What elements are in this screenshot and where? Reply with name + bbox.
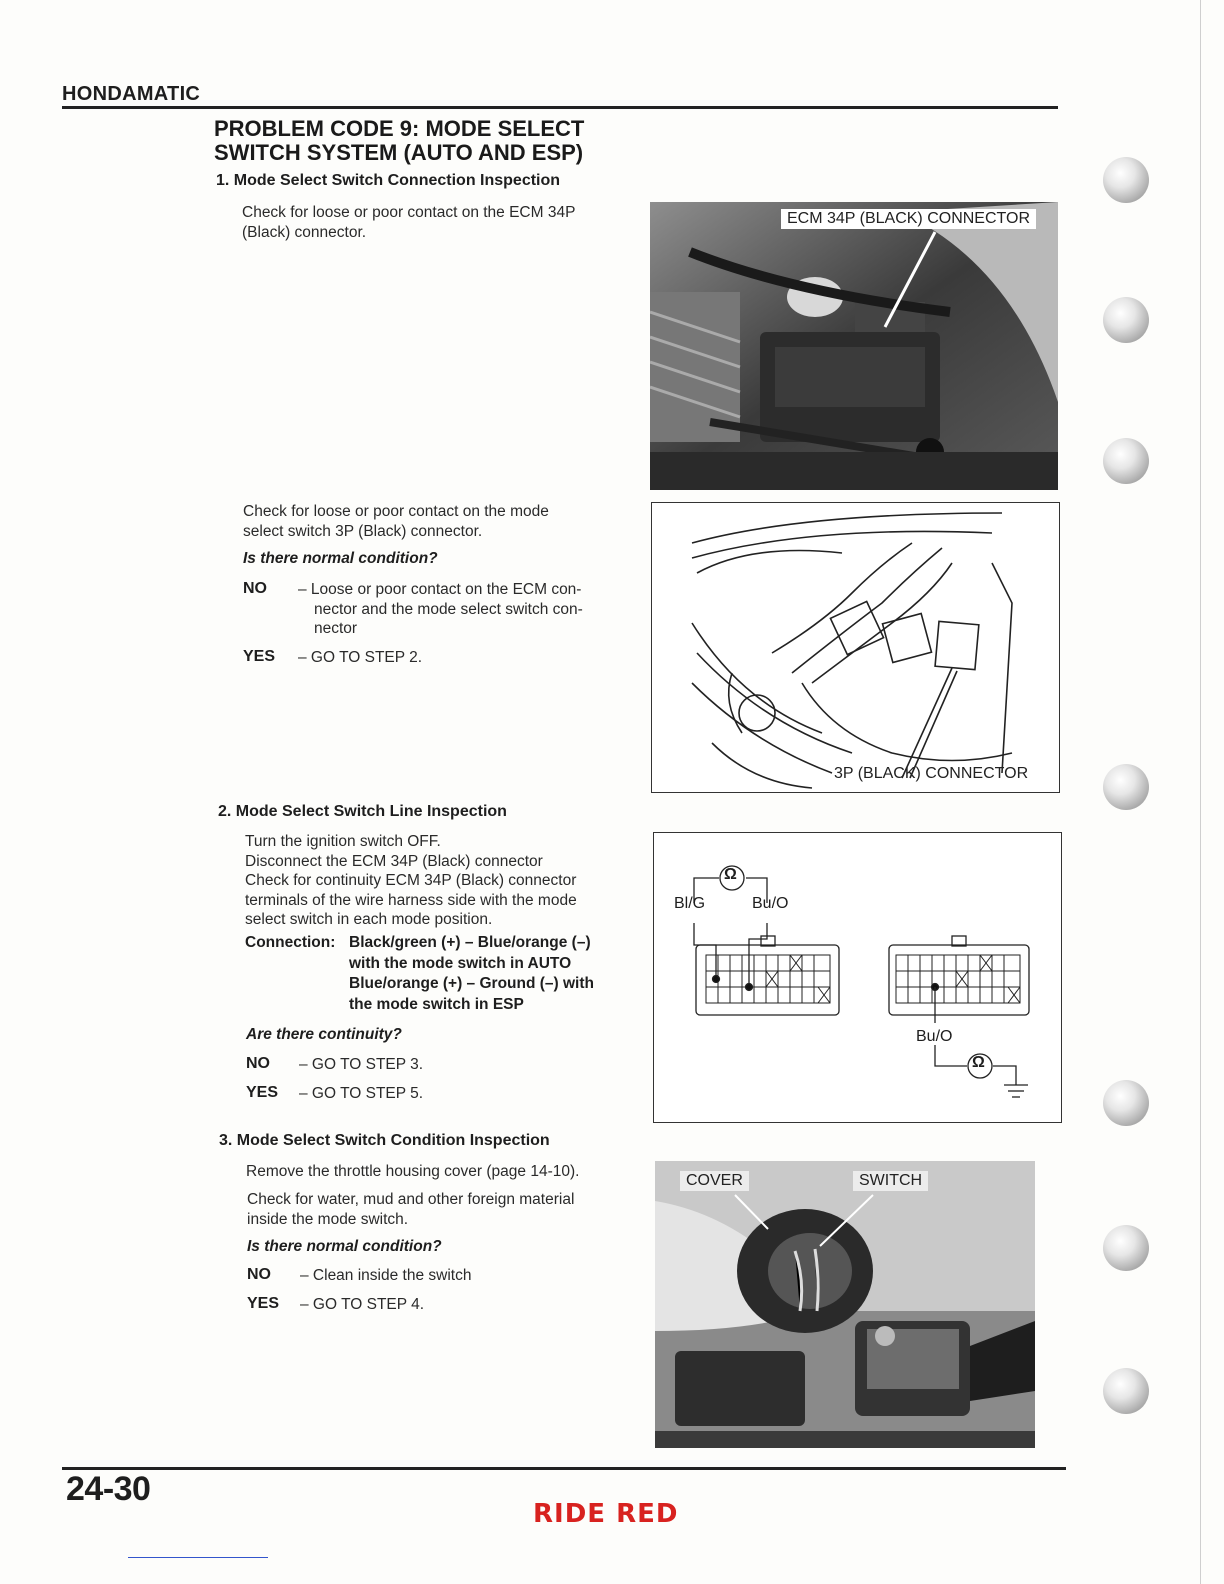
binder-hole-4 [1103, 764, 1149, 810]
step2-connection-label: Connection: [245, 934, 336, 951]
step1-question: Is there normal condition? [243, 550, 438, 567]
step1-yes-key: YES [243, 648, 276, 665]
step2-connection-list: Black/green (+) – Blue/orange (–) with the mode switch in AUTO Blue/orange (+) – Ground (–) with the mode switch in ESP [349, 934, 594, 1013]
switch-label: SWITCH [853, 1171, 928, 1191]
binder-hole-5 [1103, 1080, 1149, 1126]
step2-no-text: – GO TO STEP 3. [299, 1056, 424, 1073]
section-header: HONDAMATIC [62, 83, 201, 105]
ohm-symbol-bottom: Ω [972, 1054, 985, 1071]
binder-hole-7 [1103, 1368, 1149, 1414]
wire-label-bo: Bu/O [752, 895, 789, 912]
step2-yes-key: YES [246, 1084, 279, 1101]
header-rule [62, 106, 1058, 109]
step3-no-key: NO [247, 1266, 271, 1283]
step3-question: Is there normal condition? [247, 1238, 442, 1255]
ecm-photo [650, 202, 1058, 490]
step3-heading: 3. Mode Select Switch Condition Inspection [219, 1132, 550, 1149]
binder-hole-1 [1103, 157, 1149, 203]
binder-hole-3 [1103, 438, 1149, 484]
ohm-symbol-top: Ω [724, 866, 737, 883]
ecm-connector-label: ECM 34P (BLACK) CONNECTOR [781, 209, 1036, 229]
continuity-diagram [653, 832, 1062, 1123]
connector-3p-drawing [652, 503, 1059, 792]
footer-brand: RIDE RED [533, 1499, 679, 1529]
page-number: 24-30 [66, 1470, 151, 1508]
step2-question: Are there continuity? [246, 1026, 402, 1043]
connector-3p-figure [651, 502, 1060, 793]
step1-no-text: – Loose or poor contact on the ECM con- nector and the mode select switch con- nector [298, 581, 583, 637]
connector-3p-label: 3P (BLACK) CONNECTOR [834, 765, 1029, 782]
step3-line-1: Remove the throttle housing cover (page 14-10). [246, 1163, 580, 1180]
step2-no-key: NO [246, 1055, 270, 1072]
step3-paragraph-2: Check for water, mud and other foreign material inside the mode switch. [247, 1191, 575, 1228]
step2-yes-text: – GO TO STEP 5. [299, 1085, 424, 1102]
step2-paragraph: Turn the ignition switch OFF. Disconnect the ECM 34P (Black) connector Check for continuity ECM 34P (Black) connector terminals of the wire harness side with the mode select switch in each mode position. [245, 833, 577, 928]
ecm-photo-illustration [650, 202, 1058, 490]
title-line-1: PROBLEM CODE 9: MODE SELECT [214, 116, 585, 141]
step1-no-key: NO [243, 580, 267, 597]
step2-heading: 2. Mode Select Switch Line Inspection [218, 803, 507, 820]
footer-underline [128, 1557, 268, 1558]
page-edge-line [1200, 0, 1201, 1584]
wire-label-bo-ground: Bu/O [916, 1028, 953, 1045]
step1-paragraph-1: Check for loose or poor contact on the ECM 34P (Black) connector. [242, 204, 576, 241]
step3-yes-text: – GO TO STEP 4. [300, 1296, 425, 1313]
cover-label: COVER [680, 1171, 749, 1191]
page-title [214, 117, 584, 165]
binder-hole-6 [1103, 1225, 1149, 1271]
wire-label-bg: Bl/G [674, 895, 706, 912]
step3-no-text: – Clean inside the switch [300, 1267, 472, 1284]
footer-rule [62, 1467, 1066, 1470]
switch-photo-illustration [655, 1161, 1035, 1448]
title-line-2: SWITCH SYSTEM (AUTO AND ESP) [214, 140, 584, 165]
step1-paragraph-2: Check for loose or poor contact on the mode select switch 3P (Black) connector. [243, 503, 549, 540]
step1-yes-text: – GO TO STEP 2. [298, 649, 423, 666]
binder-hole-2 [1103, 297, 1149, 343]
continuity-schematic [654, 833, 1061, 1122]
switch-photo [655, 1161, 1035, 1448]
step3-yes-key: YES [247, 1295, 280, 1312]
step1-heading: 1. Mode Select Switch Connection Inspection [216, 172, 561, 189]
